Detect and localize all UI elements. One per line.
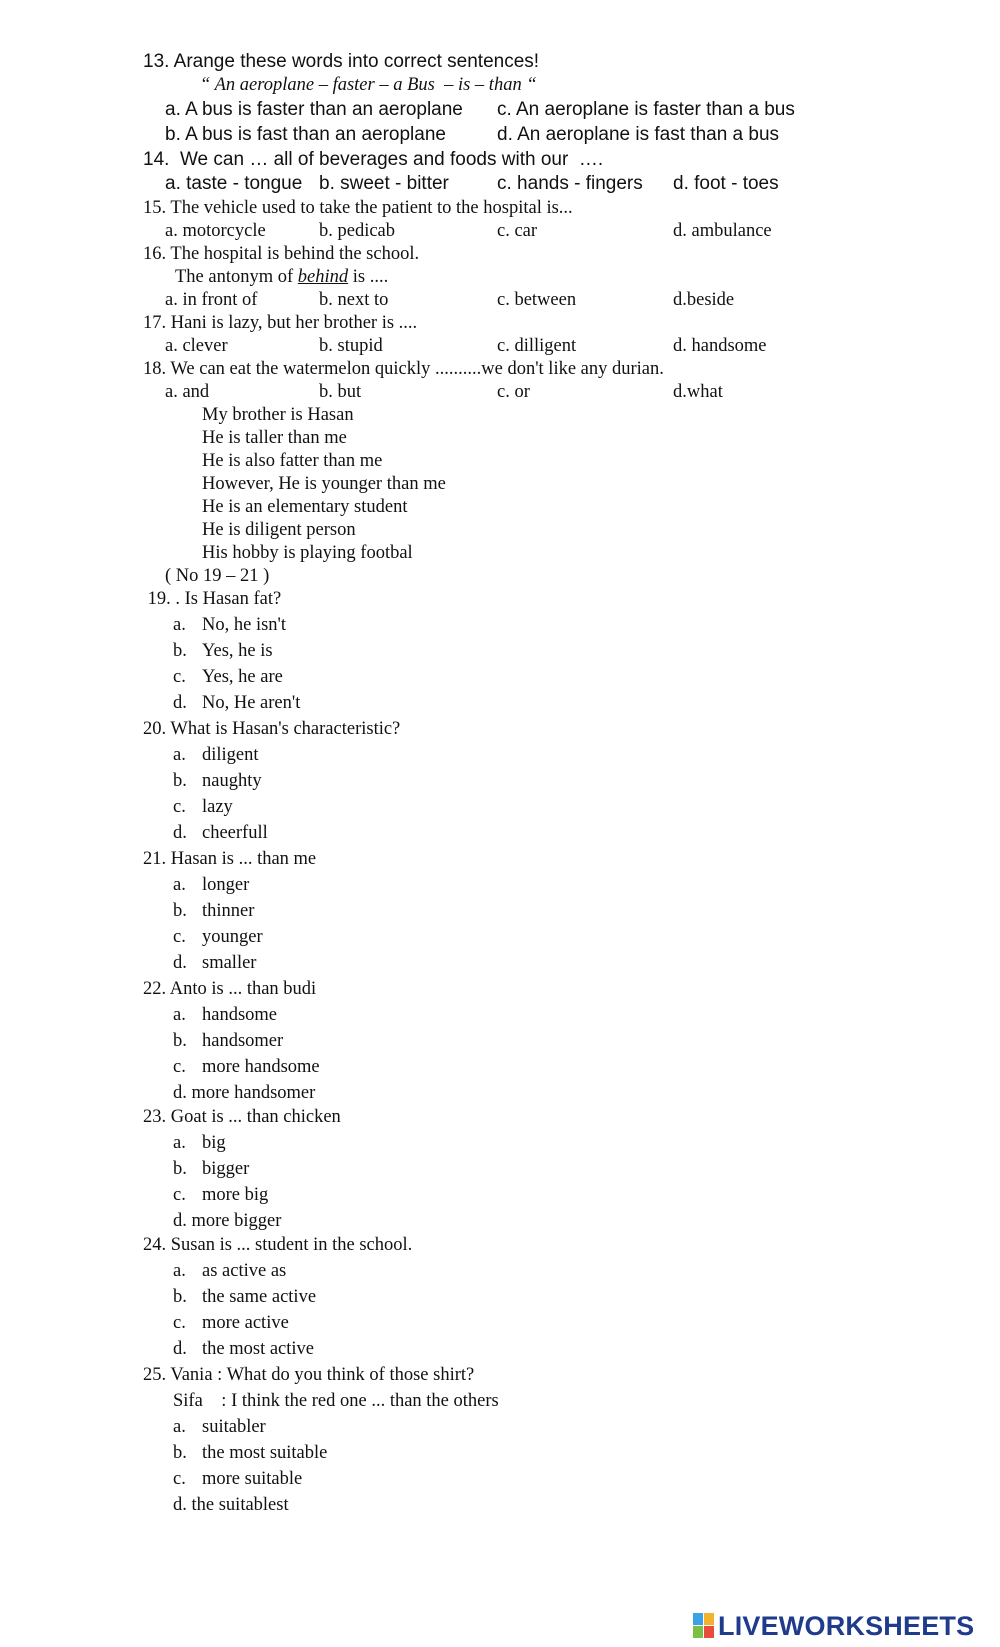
q14-option-d[interactable]: d. foot - toes bbox=[673, 173, 779, 194]
q16-antonym-word: behind bbox=[297, 267, 349, 287]
q21-option-d[interactable] bbox=[173, 954, 187, 973]
q24-option-a[interactable] bbox=[173, 1262, 186, 1281]
q15-question: 15. The vehicle used to take the patient to the hospital is... bbox=[143, 198, 573, 218]
q23-option-a[interactable] bbox=[173, 1134, 186, 1153]
q19-option-d-text[interactable]: No, He aren't bbox=[202, 693, 301, 713]
q23-option-a-text[interactable]: big bbox=[202, 1133, 226, 1153]
q13-option-d[interactable]: d. An aeroplane is fast than a bus bbox=[497, 124, 780, 145]
option-letter: a. bbox=[173, 745, 186, 765]
q21-option-b-text[interactable]: thinner bbox=[202, 901, 255, 921]
q20-option-a-text[interactable]: diligent bbox=[202, 745, 259, 765]
option-letter: d. bbox=[173, 693, 187, 713]
q20-option-d-text[interactable]: cheerfull bbox=[202, 823, 268, 843]
liveworksheets-logo-text: LIVEWORKSHEETS bbox=[718, 1610, 975, 1641]
q24-option-b[interactable] bbox=[173, 1288, 187, 1307]
q24-option-a-text[interactable]: as active as bbox=[202, 1261, 287, 1281]
q23-option-c[interactable] bbox=[173, 1186, 186, 1205]
q16-option-b[interactable]: b. next to bbox=[319, 290, 389, 310]
q15-option-b[interactable]: b. pedicab bbox=[319, 221, 396, 241]
q16-question: 16. The hospital is behind the school. bbox=[143, 244, 420, 264]
passage-line: He is taller than me bbox=[202, 428, 347, 448]
q15-option-c[interactable]: c. car bbox=[497, 221, 538, 241]
q20-question: 20. What is Hasan's characteristic? bbox=[143, 719, 401, 739]
q22-option-d[interactable]: d. more handsomer bbox=[173, 1083, 316, 1103]
q21-option-d-text[interactable]: smaller bbox=[202, 953, 257, 973]
q20-option-b[interactable] bbox=[173, 772, 187, 791]
q21-option-c-text[interactable]: younger bbox=[202, 927, 263, 947]
q16-antonym-line bbox=[175, 268, 388, 287]
option-letter: a. bbox=[173, 1261, 186, 1281]
option-letter: a. bbox=[173, 1417, 186, 1437]
option-letter: c. bbox=[173, 1057, 186, 1077]
passage-line: His hobby is playing footbal bbox=[202, 543, 413, 563]
q14-option-a[interactable]: a. taste - tongue bbox=[165, 173, 303, 194]
q23-option-b[interactable] bbox=[173, 1160, 187, 1179]
option-letter: d. bbox=[173, 953, 187, 973]
q22-question: 22. Anto is ... than budi bbox=[143, 979, 317, 999]
q17-option-d[interactable]: d. handsome bbox=[673, 336, 767, 356]
q24-option-c-text[interactable]: more active bbox=[202, 1313, 289, 1333]
option-letter: c. bbox=[173, 1313, 186, 1333]
q23-question: 23. Goat is ... than chicken bbox=[143, 1107, 341, 1127]
option-letter: b. bbox=[173, 641, 187, 661]
passage-line: He is diligent person bbox=[202, 520, 356, 540]
q19-option-b[interactable] bbox=[173, 642, 187, 661]
option-letter: b. bbox=[173, 901, 187, 921]
q16-antonym-prefix: The antonym of bbox=[175, 267, 298, 287]
q16-antonym-suffix: is .... bbox=[348, 267, 389, 287]
q25-option-a-text[interactable]: suitabler bbox=[202, 1417, 266, 1437]
option-letter: c. bbox=[173, 797, 186, 817]
q17-option-a[interactable]: a. clever bbox=[165, 336, 228, 356]
q22-option-c[interactable] bbox=[173, 1058, 186, 1077]
option-letter: b. bbox=[173, 1159, 187, 1179]
option-letter: d. bbox=[173, 1339, 187, 1359]
q20-option-c-text[interactable]: lazy bbox=[202, 797, 233, 817]
passage-line: My brother is Hasan bbox=[202, 405, 354, 425]
q14-question: 14. We can … all of beverages and foods with our …. bbox=[143, 149, 604, 170]
option-letter: c. bbox=[173, 667, 186, 687]
q20-option-a[interactable] bbox=[173, 746, 186, 765]
q22-option-b-text[interactable]: handsomer bbox=[202, 1031, 284, 1051]
q23-option-b-text[interactable]: bigger bbox=[202, 1159, 250, 1179]
q21-question: 21. Hasan is ... than me bbox=[143, 849, 317, 869]
q18-option-d[interactable]: d.what bbox=[673, 382, 723, 402]
q16-option-d[interactable]: d.beside bbox=[673, 290, 735, 310]
q23-option-c-text[interactable]: more big bbox=[202, 1185, 269, 1205]
option-letter: a. bbox=[173, 1133, 186, 1153]
q23-option-d[interactable]: d. more bigger bbox=[173, 1211, 282, 1231]
passage-line: He is an elementary student bbox=[202, 497, 408, 517]
q15-option-d[interactable]: d. ambulance bbox=[673, 221, 772, 241]
q21-option-c[interactable] bbox=[173, 928, 186, 947]
q18-option-c[interactable]: c. or bbox=[497, 382, 530, 402]
q24-option-b-text[interactable]: the same active bbox=[202, 1287, 317, 1307]
q22-option-a[interactable] bbox=[173, 1006, 186, 1025]
q18-option-a[interactable]: a. and bbox=[165, 382, 210, 402]
q21-option-b[interactable] bbox=[173, 902, 187, 921]
option-letter: c. bbox=[173, 1469, 186, 1489]
q18-question: 18. We can eat the watermelon quickly ..........we don't like any durian. bbox=[143, 359, 664, 379]
q13-option-b[interactable]: b. A bus is fast than an aeroplane bbox=[165, 124, 446, 145]
q24-option-c[interactable] bbox=[173, 1314, 186, 1333]
q13-option-c[interactable]: c. An aeroplane is faster than a bus bbox=[497, 99, 795, 120]
q22-option-b[interactable] bbox=[173, 1032, 187, 1051]
option-letter: a. bbox=[173, 615, 186, 635]
q13-option-a[interactable]: a. A bus is faster than an aeroplane bbox=[165, 99, 463, 120]
q19-option-a-text[interactable]: No, he isn't bbox=[202, 615, 287, 635]
passage-line: He is also fatter than me bbox=[202, 451, 383, 471]
q14-option-b[interactable]: b. sweet - bitter bbox=[319, 173, 449, 194]
q19-option-c-text[interactable]: Yes, he are bbox=[202, 667, 283, 687]
q22-option-c-text[interactable]: more handsome bbox=[202, 1057, 320, 1077]
passage-reference: ( No 19 – 21 ) bbox=[165, 566, 270, 586]
option-letter: c. bbox=[173, 927, 186, 947]
option-letter: b. bbox=[173, 1287, 187, 1307]
option-letter: a. bbox=[173, 1005, 186, 1025]
q25-reply: Sifa : I think the red one ... than the others bbox=[173, 1391, 499, 1411]
q16-option-a[interactable]: a. in front of bbox=[165, 290, 258, 310]
q20-option-b-text[interactable]: naughty bbox=[202, 771, 262, 791]
q19-option-d[interactable] bbox=[173, 694, 187, 713]
q25-option-c-text[interactable]: more suitable bbox=[202, 1469, 303, 1489]
q19-question: 19. . Is Hasan fat? bbox=[143, 589, 282, 609]
liveworksheets-mark-icon bbox=[693, 1613, 715, 1639]
q25-option-b-text[interactable]: the most suitable bbox=[202, 1443, 328, 1463]
q24-question: 24. Susan is ... student in the school. bbox=[143, 1235, 413, 1255]
q16-option-c[interactable]: c. between bbox=[497, 290, 577, 310]
option-letter: d. bbox=[173, 823, 187, 843]
q19-option-a[interactable] bbox=[173, 616, 186, 635]
q17-question: 17. Hani is lazy, but her brother is .... bbox=[143, 313, 418, 333]
option-letter: a. bbox=[173, 875, 186, 895]
q20-option-d[interactable] bbox=[173, 824, 187, 843]
q24-option-d[interactable] bbox=[173, 1340, 187, 1359]
q21-option-a-text[interactable]: longer bbox=[202, 875, 250, 895]
q24-option-d-text[interactable]: the most active bbox=[202, 1339, 314, 1359]
q25-option-b[interactable] bbox=[173, 1444, 187, 1463]
q25-question: 25. Vania : What do you think of those shirt? bbox=[143, 1365, 475, 1385]
q25-option-c[interactable] bbox=[173, 1470, 186, 1489]
q19-option-b-text[interactable]: Yes, he is bbox=[202, 641, 273, 661]
q20-option-c[interactable] bbox=[173, 798, 186, 817]
option-letter: b. bbox=[173, 771, 187, 791]
q17-option-b[interactable]: b. stupid bbox=[319, 336, 383, 356]
q15-option-a[interactable]: a. motorcycle bbox=[165, 221, 266, 241]
q22-option-a-text[interactable]: handsome bbox=[202, 1005, 278, 1025]
q18-option-b[interactable]: b. but bbox=[319, 382, 362, 402]
q14-option-c[interactable]: c. hands - fingers bbox=[497, 173, 643, 194]
q25-option-d[interactable]: d. the suitablest bbox=[173, 1495, 289, 1515]
q19-option-c[interactable] bbox=[173, 668, 186, 687]
option-letter: c. bbox=[173, 1185, 186, 1205]
q17-option-c[interactable]: c. dilligent bbox=[497, 336, 577, 356]
q13-question: 13. Arange these words into correct sentences! bbox=[143, 51, 540, 72]
liveworksheets-logo[interactable] bbox=[693, 1611, 974, 1641]
q13-words: “ An aeroplane – faster – a Bus – is – than “ bbox=[200, 75, 537, 95]
q21-option-a[interactable] bbox=[173, 876, 186, 895]
passage-line: However, He is younger than me bbox=[202, 474, 446, 494]
option-letter: b. bbox=[173, 1031, 187, 1051]
option-letter: b. bbox=[173, 1443, 187, 1463]
q25-option-a[interactable] bbox=[173, 1418, 186, 1437]
